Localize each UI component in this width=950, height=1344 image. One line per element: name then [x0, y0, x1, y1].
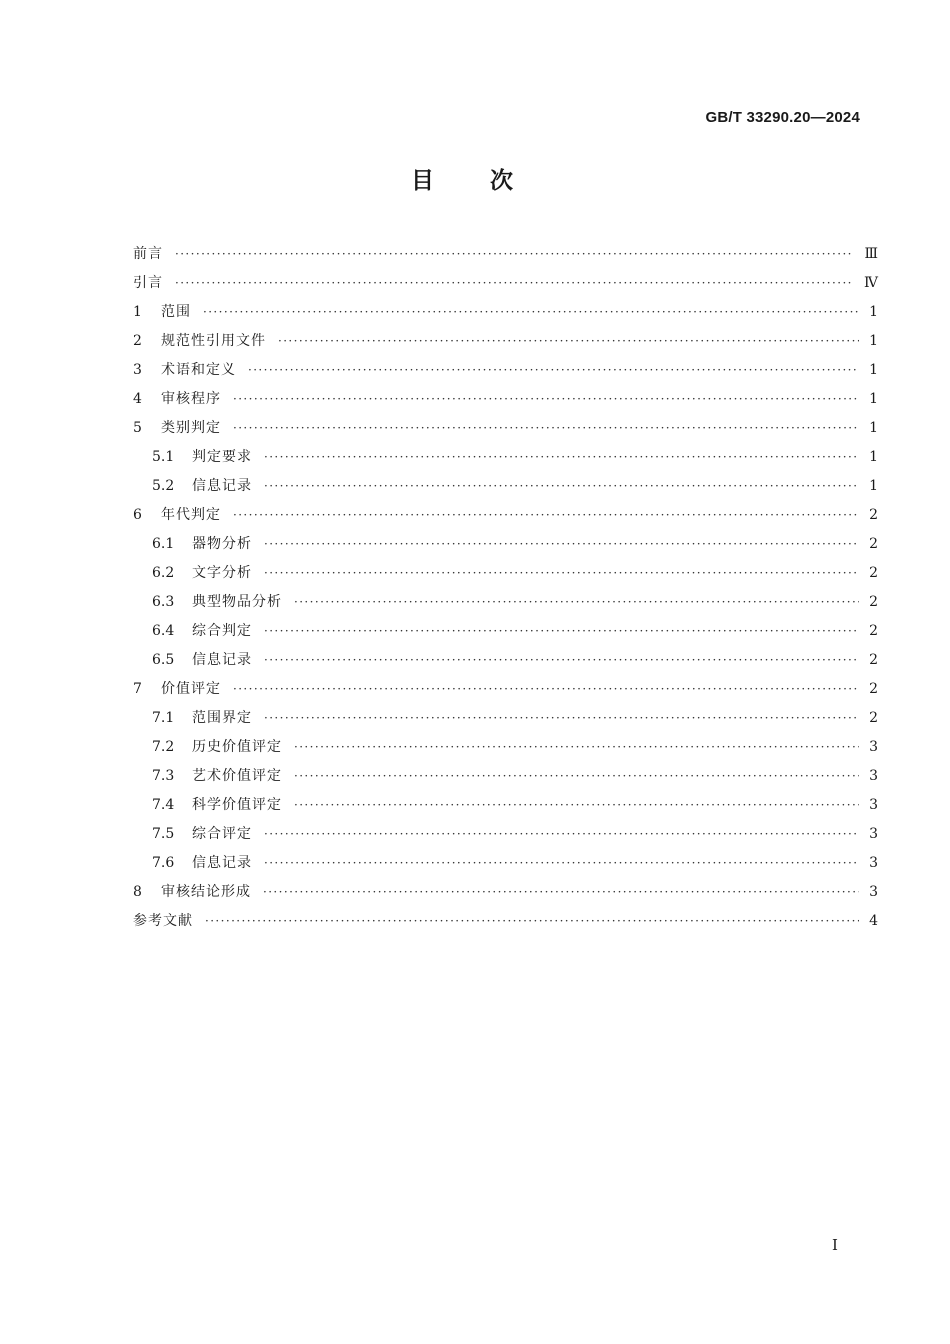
page-number: Ⅰ [832, 1236, 838, 1254]
toc-entry-label: 参考文献 [133, 913, 193, 929]
toc-entry-label: 审核结论形成 [161, 884, 251, 900]
dot-leader [294, 733, 859, 762]
toc-entry[interactable] [133, 269, 878, 298]
toc-entry-number: 6.3 [152, 594, 175, 610]
toc-entry-number: 5.2 [152, 478, 175, 494]
dot-leader [233, 414, 859, 443]
toc-entry-label: 范围 [161, 304, 191, 320]
toc-entry-label: 科学价值评定 [192, 797, 282, 813]
toc-entry-page: 4 [869, 913, 878, 929]
toc-entry-number: 2 [133, 333, 142, 349]
toc-entry[interactable] [133, 588, 878, 617]
toc-entry-label: 类别判定 [161, 420, 221, 436]
toc-entry-number: 7.5 [152, 826, 175, 842]
toc-entry-page: 1 [869, 362, 878, 378]
dot-leader [233, 501, 859, 530]
toc-entry-label: 规范性引用文件 [161, 333, 266, 349]
toc-entry-label: 价值评定 [161, 681, 221, 697]
toc-entry[interactable] [133, 704, 878, 733]
toc-entry-number: 7.1 [152, 710, 175, 726]
toc-entry-page: 2 [869, 623, 878, 639]
toc-entry-number: 7.2 [152, 739, 175, 755]
toc-entry[interactable] [133, 907, 878, 936]
dot-leader [294, 791, 859, 820]
toc-entry[interactable] [133, 385, 878, 414]
dot-leader [264, 617, 859, 646]
toc-entry-number: 6.2 [152, 565, 175, 581]
toc-entry-number: 6.1 [152, 536, 175, 552]
toc-entry[interactable] [133, 849, 878, 878]
toc-entry-page: 2 [869, 507, 878, 523]
toc-entry-page: 3 [869, 855, 878, 871]
toc-entry-number: 7.6 [152, 855, 175, 871]
toc-entry-page: 2 [869, 710, 878, 726]
dot-leader [233, 385, 859, 414]
toc-entry-label: 年代判定 [161, 507, 221, 523]
dot-leader [264, 820, 859, 849]
toc-entry-label: 典型物品分析 [192, 594, 282, 610]
toc-entry[interactable] [133, 820, 878, 849]
toc-entry-page: 2 [869, 565, 878, 581]
toc-entry[interactable] [133, 646, 878, 675]
dot-leader [264, 849, 859, 878]
toc-entry-label: 前言 [133, 246, 163, 262]
toc-entry-label: 信息记录 [192, 478, 252, 494]
dot-leader [264, 530, 859, 559]
toc-entry-label: 历史价值评定 [192, 739, 282, 755]
toc-entry-page: 1 [869, 333, 878, 349]
toc-entry-page: 3 [869, 797, 878, 813]
toc-entry-page: 2 [869, 652, 878, 668]
toc-entry-page: 3 [869, 739, 878, 755]
toc-entry-label: 信息记录 [192, 855, 252, 871]
toc-entry-page: 1 [869, 478, 878, 494]
toc-entry-number: 6.4 [152, 623, 175, 639]
toc-entry-page: Ⅳ [864, 275, 878, 291]
dot-leader [264, 559, 859, 588]
toc-entry-number: 6 [133, 507, 142, 523]
toc-entry[interactable] [133, 762, 878, 791]
toc-entry-label: 引言 [133, 275, 163, 291]
toc-entry-label: 信息记录 [192, 652, 252, 668]
dot-leader [278, 327, 859, 356]
toc-entry-page: 3 [869, 768, 878, 784]
toc-entry[interactable] [133, 443, 878, 472]
toc-entry[interactable] [133, 791, 878, 820]
toc-entry-page: 3 [869, 826, 878, 842]
toc-entry-number: 6.5 [152, 652, 175, 668]
toc-entry-number: 7.4 [152, 797, 175, 813]
toc-entry-page: 1 [869, 449, 878, 465]
toc-entry-label: 文字分析 [192, 565, 252, 581]
toc-entry-number: 5 [133, 420, 142, 436]
document-code: GB/T 33290.20—2024 [705, 109, 860, 126]
toc-entry-number: 5.1 [152, 449, 175, 465]
dot-leader [175, 269, 854, 298]
toc-entry[interactable] [133, 530, 878, 559]
toc-entry-page: 1 [869, 391, 878, 407]
toc-entry-label: 术语和定义 [161, 362, 236, 378]
table-of-contents [133, 240, 878, 936]
toc-entry-page: 1 [869, 420, 878, 436]
toc-entry[interactable] [133, 298, 878, 327]
toc-title: 目次 [411, 168, 569, 194]
toc-entry-label: 综合评定 [192, 826, 252, 842]
dot-leader [263, 878, 859, 907]
dot-leader [264, 472, 859, 501]
toc-entry-page: 2 [869, 681, 878, 697]
toc-entry-label: 范围界定 [192, 710, 252, 726]
toc-entry-label: 判定要求 [192, 449, 252, 465]
toc-entry[interactable] [133, 472, 878, 501]
toc-entry-number: 8 [133, 884, 142, 900]
toc-entry-label: 综合判定 [192, 623, 252, 639]
toc-entry[interactable] [133, 240, 878, 269]
toc-entry[interactable] [133, 414, 878, 443]
toc-entry-number: 3 [133, 362, 142, 378]
toc-entry-label: 器物分析 [192, 536, 252, 552]
toc-entry-number: 7.3 [152, 768, 175, 784]
dot-leader [264, 443, 859, 472]
dot-leader [175, 240, 854, 269]
toc-entry[interactable] [133, 733, 878, 762]
toc-entry-page: 2 [869, 536, 878, 552]
toc-entry-page: Ⅲ [864, 246, 878, 262]
toc-entry-number: 1 [133, 304, 142, 320]
toc-entry[interactable] [133, 617, 878, 646]
toc-entry-page: 2 [869, 594, 878, 610]
toc-entry[interactable] [133, 501, 878, 530]
toc-entry[interactable] [133, 559, 878, 588]
toc-entry[interactable] [133, 327, 878, 356]
dot-leader [294, 588, 859, 617]
toc-entry-page: 3 [869, 884, 878, 900]
toc-entry-number: 7 [133, 681, 142, 697]
toc-entry-number: 4 [133, 391, 142, 407]
dot-leader [264, 704, 859, 733]
toc-entry[interactable] [133, 878, 878, 907]
toc-entry-page: 1 [869, 304, 878, 320]
toc-entry-label: 艺术价值评定 [192, 768, 282, 784]
toc-entry[interactable] [133, 675, 878, 704]
dot-leader [203, 298, 859, 327]
dot-leader [205, 907, 859, 936]
toc-entry-label: 审核程序 [161, 391, 221, 407]
dot-leader [294, 762, 859, 791]
dot-leader [264, 646, 859, 675]
dot-leader [248, 356, 859, 385]
toc-entry[interactable] [133, 356, 878, 385]
dot-leader [233, 675, 859, 704]
